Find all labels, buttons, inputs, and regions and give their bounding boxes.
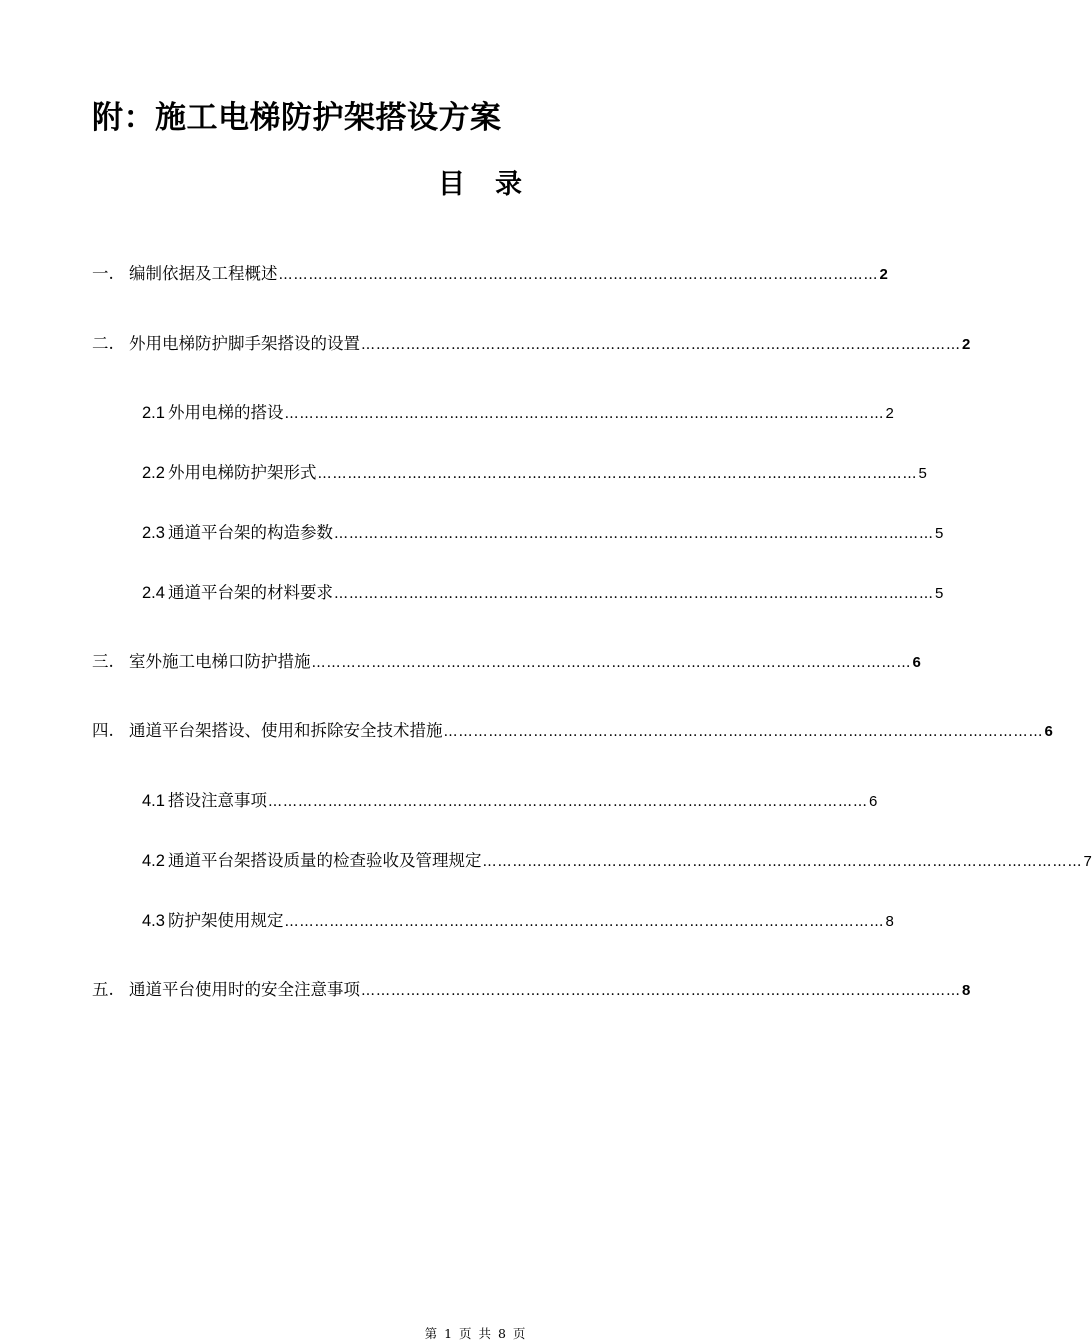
toc-heading: 目录 [438, 169, 552, 200]
toc-entry-text: 外用电梯的搭设 [167, 403, 284, 422]
toc-entry-page: 5 [934, 585, 944, 602]
toc-entry-page: 2 [962, 336, 971, 353]
toc-entry[interactable] [142, 401, 894, 425]
toc-entry-page: 6 [868, 793, 878, 810]
toc-entry-number: 2.4 [142, 584, 165, 602]
toc-leader-dots: ………………………………………………………………………………………………………… [443, 724, 1044, 740]
toc-entry-text: 通道平台架的构造参数 [167, 523, 333, 542]
toc-entry-text: 搭设注意事项 [167, 791, 267, 810]
toc-leader-dots: ………………………………………………………………………………………………………… [333, 526, 934, 542]
toc-entry-number: 4.3 [142, 912, 165, 930]
toc-entry-number: 五. [92, 980, 114, 999]
toc-entry[interactable] [142, 849, 1092, 873]
toc-entry-number: 一. [92, 264, 114, 283]
toc-leader-dots: ………………………………………………………………………………………………………… [361, 983, 961, 999]
toc-entry-text: 外用电梯防护架形式 [167, 463, 317, 482]
toc-entry-text: 通道平台使用时的安全注意事项 [129, 980, 360, 999]
toc-entry[interactable] [142, 909, 894, 933]
toc-leader-dots: ………………………………………………………………………………………………………… [311, 655, 912, 671]
toc-entry-page: 2 [879, 266, 888, 283]
toc-entry-text: 编制依据及工程概述 [129, 264, 278, 283]
toc-entry-page: 5 [918, 465, 927, 482]
toc-leader-dots: ………………………………………………………………………………………………………… [278, 267, 879, 283]
toc-entry-page: 6 [912, 654, 921, 671]
page-footer: 第 1 页 共 8 页 [424, 1326, 526, 1341]
toc-leader-dots: ………………………………………………………………………………………………………… [284, 914, 885, 930]
toc-leader-dots: ………………………………………………………………………………………………………… [333, 586, 934, 602]
toc-entry-text: 通道平台架搭设质量的检查验收及管理规定 [167, 851, 482, 870]
toc-entry-number: 二. [92, 334, 114, 353]
toc-entry-text: 通道平台架搭设、使用和拆除安全技术措施 [129, 721, 443, 740]
toc-entry-page: 5 [934, 525, 944, 542]
toc-entry[interactable] [92, 978, 971, 1002]
toc-leader-dots: ………………………………………………………………………………………………………… [284, 406, 885, 422]
toc-entry-number: 四. [92, 721, 114, 740]
toc-entry-page: 2 [885, 405, 894, 422]
toc-entry-text: 通道平台架的材料要求 [167, 583, 333, 602]
toc-leader-dots: ………………………………………………………………………………………………………… [317, 466, 918, 482]
toc-entry-number: 4.2 [142, 852, 165, 870]
toc-entry-page: 8 [962, 982, 971, 999]
toc-entry[interactable] [92, 650, 921, 674]
toc-entry-page: 7 [1083, 853, 1092, 870]
toc-entry-number: 4.1 [142, 792, 165, 810]
document-title: 附：施工电梯防护架搭设方案 [92, 100, 502, 136]
toc-entry-text: 室外施工电梯口防护措施 [129, 652, 311, 671]
toc-entry[interactable] [92, 719, 1053, 743]
toc-entry-number: 2.1 [142, 404, 165, 422]
toc-entry-number: 三. [92, 652, 114, 671]
toc-leader-dots: ………………………………………………………………………………………………………… [482, 854, 1083, 870]
toc-entry[interactable] [142, 521, 944, 545]
toc-entry[interactable] [142, 461, 927, 485]
toc-entry-page: 6 [1044, 723, 1053, 740]
toc-entry-page: 8 [885, 913, 894, 930]
toc-entry-number: 2.3 [142, 524, 165, 542]
toc-entry[interactable] [142, 581, 944, 605]
toc-entry-text: 外用电梯防护脚手架搭设的设置 [129, 334, 360, 353]
toc-entry-text: 防护架使用规定 [167, 911, 284, 930]
toc-leader-dots: ………………………………………………………………………………………………………… [361, 337, 961, 353]
toc-entry[interactable] [92, 262, 888, 286]
toc-entry-number: 2.2 [142, 464, 165, 482]
toc-entry[interactable] [92, 332, 971, 356]
toc-entry[interactable] [142, 789, 878, 813]
toc-leader-dots: ………………………………………………………………………………………………………… [267, 794, 868, 810]
